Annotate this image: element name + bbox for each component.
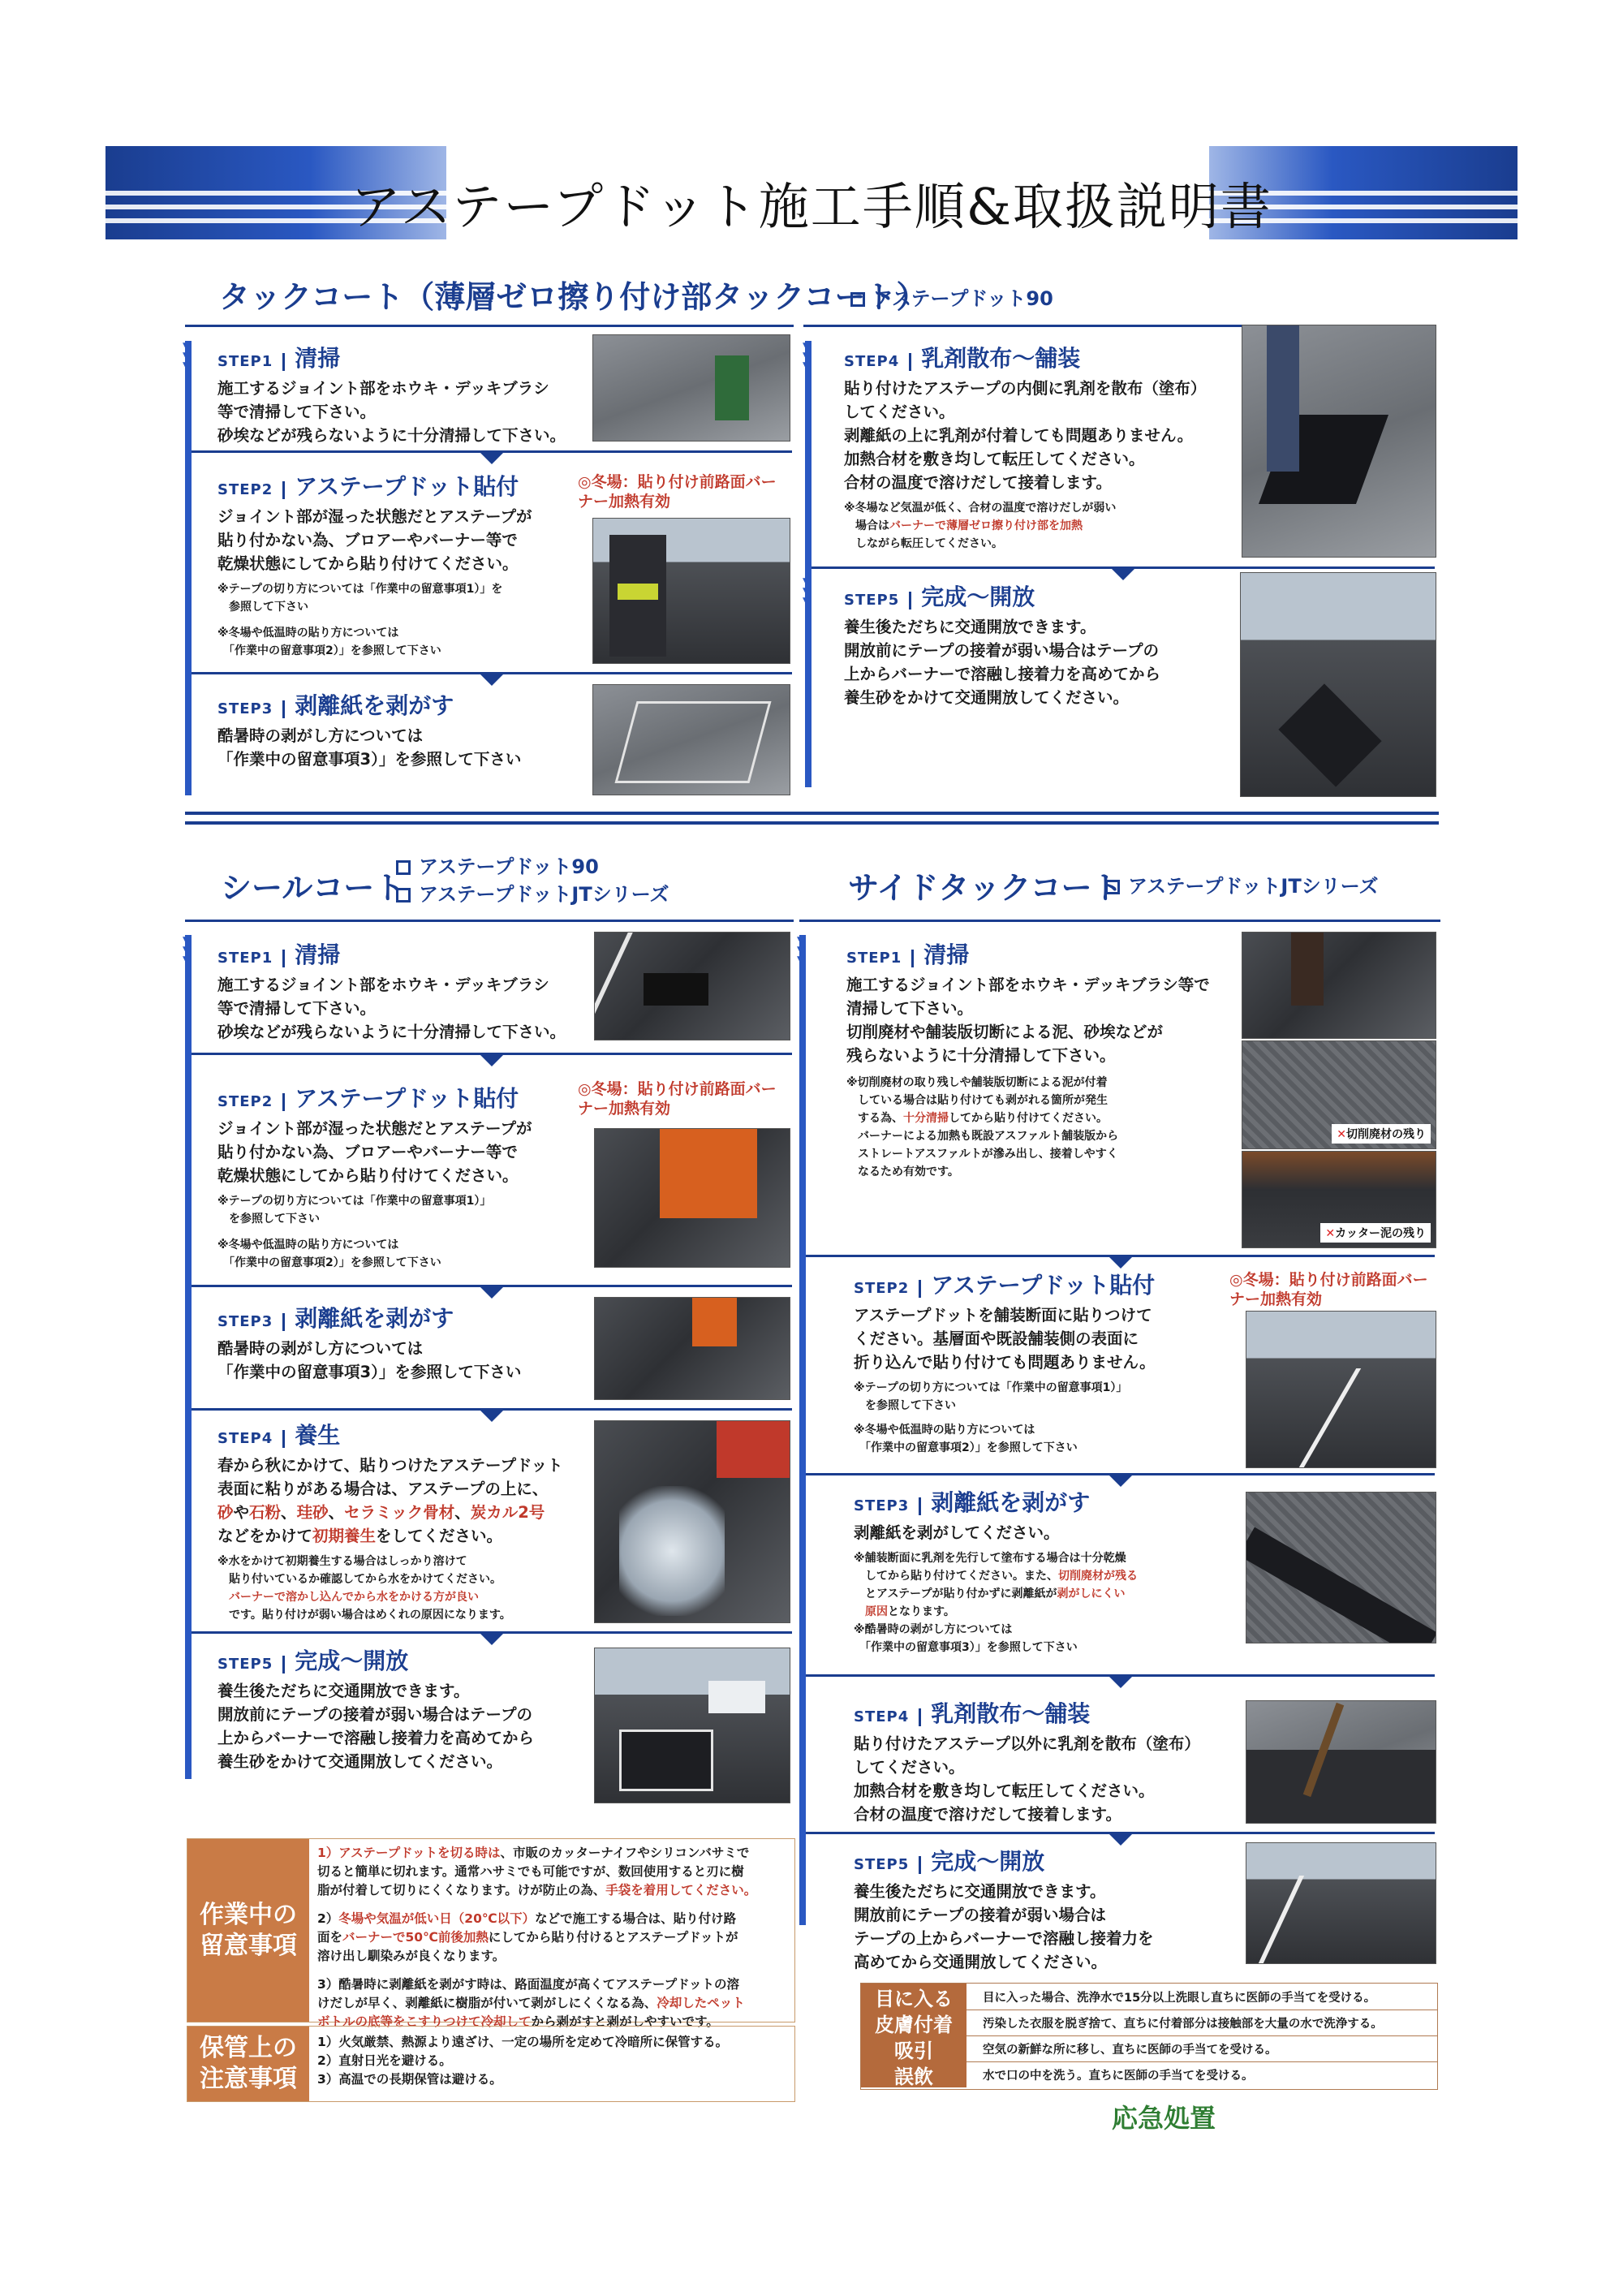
seal-step3: STEP3 剥離紙を剥がす 酷暑時の剥がし方については 「作業中の留意事項3）」を参照して下さい <box>217 1305 522 1381</box>
side-step2-photo <box>1246 1311 1436 1468</box>
side-step5: STEP5 完成～開放 養生後ただちに交通開放できます。 開放前にテープの接着が弱い場合は テープの上からバーナーで溶融し接着力を 高めてから交通開放してください。 <box>854 1848 1154 1971</box>
side-step1-tag-2: ✕カッター泥の残り <box>1320 1223 1431 1243</box>
first-aid-table <box>860 1983 1438 2090</box>
section-divider-1 <box>185 812 1439 815</box>
side-bar <box>799 935 806 1925</box>
side-rule <box>799 920 1440 922</box>
side-step5-photo <box>1246 1842 1436 1964</box>
tack-step1: STEP1 清掃 施工するジョイント部をホウキ・デッキブラシ 等で清掃して下さい。 砂埃などが残らないように十分清掃して下さい。 <box>217 345 566 445</box>
tack-left-rule <box>185 325 794 327</box>
side-product: アステープドットJTシリーズ <box>1105 870 1379 898</box>
caution-work-text: 1）アステープドットを切る時は、市販のカッターナイフやシリコンバサミで 切ると簡単に切れます。通常ハサミでも可能ですが、数回使用すると刃に樹 脂が付着して切りにくくなります。けが防止の為、手袋を着用してください。 2）冬場や気温が低い日（20℃以下）などで施工する場合は、貼り付け路 面をバーナーで50℃前後加熱にしてから貼り付けるとアステープドットが 溶け出し馴染みが良くなります。 3）酷暑時に剥離紙を剥がす時は、路面温度が高くてアステープドットの溶 けだしが早く、剥離紙に樹脂が付いて剥がしにくくなる為、冷却したペット ボトルの底等をこすりつけて冷却してから剥がすと剥がしやすいです。 <box>317 1846 757 2029</box>
tack-sep-3 <box>812 566 1435 569</box>
side-step1-photo-3 <box>1242 1151 1436 1248</box>
tack-step4-photo <box>1242 325 1436 558</box>
tack-section-title: タックコート（薄層ゼロ擦り付け部タックコート） <box>219 279 928 315</box>
tack-step2-callout: ◎冬場：貼り付け前路面バー ナー加熱有効 <box>578 473 777 510</box>
seal-step3-photo <box>594 1297 790 1400</box>
side-sep-3 <box>806 1674 1435 1677</box>
seal-step2: STEP2 アステープドット貼付 ジョイント部が湿った状態だとアステープが 貼り付かない為、ブロアーやバーナー等で 乾燥状態にしてから貼り付けてください。 ※テープの切り方については「作業中の留意事項1）」 を参照して下さい ※冬場や低温時の貼り方については 「作業中の留意事項2）」を参照して下さい <box>217 1085 532 1269</box>
side-step4-photo <box>1246 1700 1436 1824</box>
tack-step2-photo <box>592 518 790 664</box>
side-step1-photo-2 <box>1242 1040 1436 1149</box>
tack-step2: STEP2 アステープドット貼付 ジョイント部が湿った状態だとアステープが 貼り付かない為、ブロアーやバーナー等で 乾燥状態にしてから貼り付けてください。 ※テープの切り方については「作業中の留意事項1）」を 参照して下さい ※冬場や低温時の貼り方については 「作業中の留意事項2）」を参照して下さい <box>217 473 532 657</box>
seal-step1: STEP1 清掃 施工するジョイント部をホウキ・デッキブラシ 等で清掃して下さい。 砂埃などが残らないように十分清掃して下さい。 <box>217 941 566 1041</box>
seal-step5: STEP5 完成～開放 養生後ただちに交通開放できます。 開放前にテープの接着が弱い場合はテープの 上からバーナーで溶融し接着力を高めてから 養生砂をかけて交通開放してください。 <box>217 1648 535 1771</box>
side-step4: STEP4 乳剤散布～舗装 貼り付けたアステープ以外に乳剤を散布（塗布） してください。 加熱合材を敷き均して転圧してください。 合材の温度で溶けだして接着します。 <box>854 1700 1200 1824</box>
tack-sep-1 <box>192 450 792 453</box>
side-step3-photo <box>1246 1492 1436 1643</box>
seal-product-1: アステープドット90 <box>396 851 599 879</box>
seal-step2-callout: ◎冬場：貼り付け前路面バー ナー加熱有効 <box>578 1080 777 1118</box>
side-section-title: サイドタックコート <box>848 870 1123 906</box>
first-aid-row: 目に入る 目に入った場合、洗浄水で15分以上洗眼し直ちに医師の手当てを受ける。 <box>861 1984 1437 2010</box>
seal-step5-photo <box>594 1648 790 1803</box>
side-step1-photo-1 <box>1242 932 1436 1039</box>
tack-sep-2 <box>192 672 792 674</box>
seal-sep-4 <box>192 1631 792 1634</box>
side-step2-callout: ◎冬場：貼り付け前路面バー ナー加熱有効 <box>1229 1271 1428 1308</box>
tack-right-bar-2 <box>805 576 812 787</box>
seal-step4-photo <box>594 1420 790 1623</box>
seal-sep-2 <box>192 1285 792 1287</box>
seal-rule <box>185 920 794 922</box>
tack-step5-photo <box>1240 572 1436 797</box>
seal-step2-photo <box>594 1128 790 1268</box>
tack-step1-photo <box>592 334 790 442</box>
side-sep-4 <box>806 1832 1435 1834</box>
seal-product-2: アステープドットJTシリーズ <box>396 878 669 907</box>
side-sep-1 <box>806 1255 1435 1257</box>
side-sep-2 <box>806 1473 1435 1475</box>
seal-section-title: シールコート <box>221 870 406 906</box>
first-aid-row: 吸引 空気の新鮮な所に移し、直ちに医師の手当てを受ける。 <box>861 2035 1437 2062</box>
seal-step4: STEP4 養生 春から秋にかけて、貼りつけたアステープドット 表面に粘りがある場合は、アステープの上に、 砂や石粉、珪砂、セラミック骨材、炭カル2号 などをかけて初期養生をしてください。 ※水をかけて初期養生する場合はしっかり溶けて 貼り付いているか確認してから水をかけてください。 バーナーで溶かし込んでから水をかける方が良い です。貼り付けが弱い場合はめくれの原因になります。 <box>217 1422 563 1622</box>
caution-store-table <box>187 2026 795 2102</box>
side-step1-tag-1: ✕切削廃材の残り <box>1332 1124 1431 1144</box>
page-title: アステープドット施工手順&取扱説明書 <box>351 177 1272 236</box>
tack-step4: STEP4 乳剤散布～舗装 貼り付けたアステープの内側に乳剤を散布（塗布） してください。 剥離紙の上に乳剤が付着しても問題ありません。 加熱合材を敷き均して転圧してください。 合材の温度で溶けだして接着します。 ※冬場など気温が低く、合材の温度で溶けだしが弱い 場合はバーナーで薄層ゼロ擦り付け部を加熱 しながら転圧してください。 <box>844 345 1207 550</box>
seal-sep-3 <box>192 1408 792 1411</box>
tack-product: アステープドット90 <box>850 282 1053 311</box>
section-divider-2 <box>185 821 1439 825</box>
side-step1: STEP1 清掃 施工するジョイント部をホウキ・デッキブラシ等で 清掃して下さい。 切削廃材や舗装版切断による泥、砂埃などが 残らないように十分清掃して下さい。 ※切削廃材の取り残しや舗装版切断による泥が付着 している場合は貼り付けても剥がれる箇所が発生 する為、十分清掃してから貼り付けてください。 バーナーによる加熱も既設アスファルト舗装版から ストレートアスファルトが滲み出し、接着しやすく なるため有効です。 <box>846 941 1210 1178</box>
caution-work-heading: 作業中の 留意事項 <box>187 1839 309 2022</box>
tack-step3-photo <box>592 684 790 795</box>
seal-bar <box>185 935 192 1779</box>
tack-left-bar <box>185 341 192 795</box>
first-aid-title: 応急処置 <box>1112 2103 1216 2134</box>
first-aid-row: 皮膚付着 汚染した衣服を脱ぎ捨て、直ちに付着部分は接触部を大量の水で洗浄する。 <box>861 2010 1437 2036</box>
seal-step1-photo <box>594 932 790 1040</box>
tack-right-bar <box>805 341 812 601</box>
caution-store-heading: 保管上の 注意事項 <box>187 2027 309 2101</box>
tack-step3: STEP3 剥離紙を剥がす 酷暑時の剥がし方については 「作業中の留意事項3）」を参照して下さい <box>217 692 522 769</box>
caution-work-table <box>187 1838 795 2029</box>
side-step2: STEP2 アステープドット貼付 アステープドットを舗装断面に貼りつけて ください。基層面や既設舗装側の表面に 折り込んで貼り付けても問題ありません。 ※テープの切り方については「作業中の留意事項1）」 を参照して下さい ※冬場や低温時の貼り方については 「作業中の留意事項2）」を参照して下さい <box>854 1272 1156 1454</box>
tack-step5: STEP5 完成～開放 養生後ただちに交通開放できます。 開放前にテープの接着が弱い場合はテープの 上からバーナーで溶融し接着力を高めてから 養生砂をかけて交通開放してください。 <box>844 584 1161 707</box>
caution-store-text: 1）火気厳禁、熱源より遠ざけ、一定の場所を定めて冷暗所に保管する。 2）直射日光を避ける。 3）高温での長期保管は避ける。 <box>317 2035 729 2087</box>
seal-sep-1 <box>192 1053 792 1055</box>
side-step3: STEP3 剥離紙を剥がす 剥離紙を剥がしてください。 ※舗装断面に乳剤を先行して塗布する場合は十分乾燥 してから貼り付けてください。また、切削廃材が残る とアステープが貼り付かずに剥離紙が剥がしにくい 原因となります。 ※酷暑時の剥がし方については 「作業中の留意事項3）」を参照して下さい <box>854 1489 1138 1654</box>
first-aid-row: 誤飲 水で口の中を洗う。直ちに医師の手当てを受ける。 <box>861 2061 1437 2087</box>
